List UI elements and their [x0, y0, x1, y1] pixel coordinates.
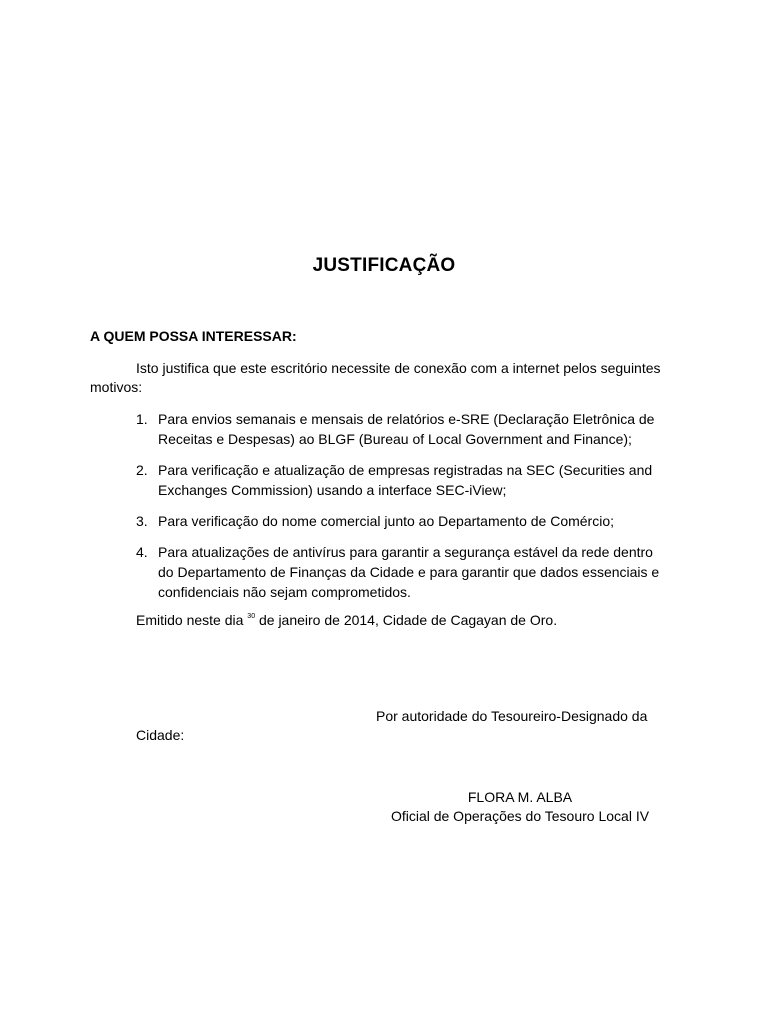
reasons-list [136, 409, 671, 613]
document-title: JUSTIFICAÇÃO [312, 255, 456, 276]
list-item [136, 542, 671, 602]
signer-name: FLORA M. ALBA [467, 789, 573, 805]
issued-prefix: Emitido neste dia [136, 612, 248, 628]
list-item-number: 1. [136, 411, 148, 427]
intro-paragraph: Isto justifica que este escritório necessite de conexão com a internet pelos seguintes motivos: [90, 360, 661, 395]
list-item [136, 511, 671, 531]
signer-position: Oficial de Operações do Tesouro Local IV [390, 808, 650, 824]
list-item-text: Para envios semanais e mensais de relatórios e-SRE (Declaração Eletrônica de Receitas e Despesas) ao BLGF (Bureau of Local Government and Finance); [158, 411, 655, 447]
list-item-text: Para verificação e atualização de empresas registradas na SEC (Securities and Exchanges Commission) usando a interface SEC-iView; [158, 462, 653, 498]
list-item-number: 4. [136, 544, 148, 560]
list-item [136, 409, 671, 449]
list-item [136, 460, 671, 500]
issued-suffix: de janeiro de 2014, Cidade de Cagayan de Oro. [255, 612, 558, 628]
issued-statement [136, 611, 557, 630]
list-item-text: Para atualizações de antivírus para garantir a segurança estável da rede dentro do Departamento de Finanças da Cidade e para garantir que dados essenciais e confidenciais não sejam comprometidos. [158, 544, 660, 600]
list-item-number: 3. [136, 513, 148, 529]
signature-block [370, 788, 670, 826]
issued-day: 30 [247, 613, 256, 620]
salutation: A QUEM POSSA INTERESSAR: [90, 328, 297, 344]
list-item-number: 2. [136, 462, 148, 478]
list-item-text: Para verificação do nome comercial junto ao Departamento de Comércio; [158, 513, 615, 529]
authority-line: Por autoridade do Tesoureiro-Designado da [376, 708, 648, 724]
authority-line-continuation: Cidade: [136, 727, 185, 743]
